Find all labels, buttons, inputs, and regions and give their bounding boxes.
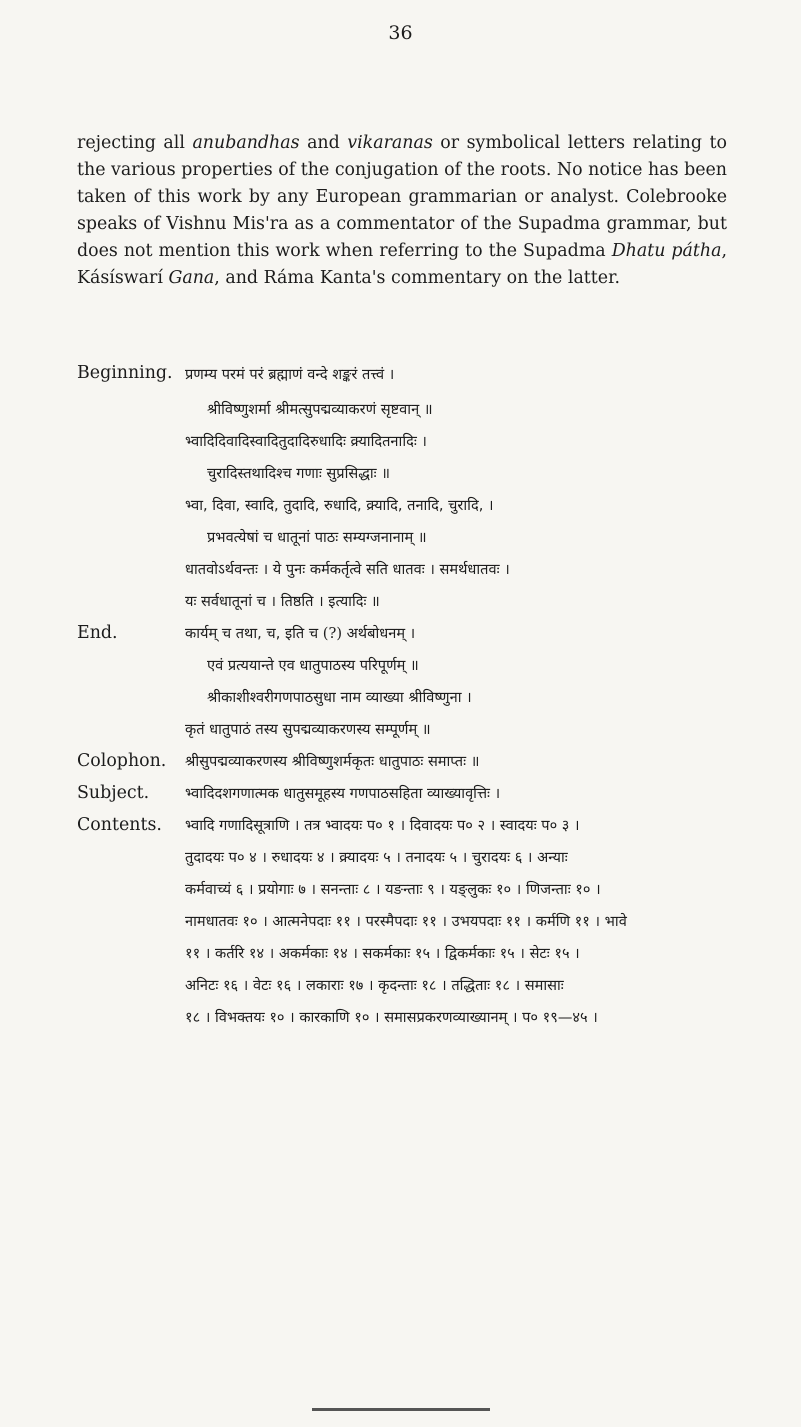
para-text-4: , Kásíswarí (77, 241, 727, 288)
beginning-line: यः सर्वधातूनां च । तिष्ठति । इत्यादिः ॥ (185, 593, 380, 610)
colophon-text: श्रीसुपद्मव्याकरणस्य श्रीविष्णुशर्मकृतः धातुपाठः समाप्तः ॥ (185, 753, 480, 770)
beginning-label: Beginning. (77, 363, 173, 383)
beginning-line: धातवोऽर्थवन्तः । ये पुनः कर्मकर्तृत्वे सति धातवः । समर्थधातवः । (185, 561, 510, 578)
page-number: 36 (388, 22, 413, 44)
end-line: श्रीकाशीश्वरीगणपाठसुधा नाम व्याख्या श्रीविष्णुना । (207, 689, 472, 706)
contents-label: Contents. (77, 815, 162, 835)
intro-paragraph (77, 130, 727, 292)
beginning-line-row (77, 491, 737, 523)
contents-line: भ्वादि गणादिसूत्राणि । तत्र भ्वादयः प० १ । दिवादयः प० २ । स्वादयः प० ३ । (185, 817, 580, 834)
end-row (77, 619, 737, 651)
end-line: एवं प्रत्ययान्ते एव धातुपाठस्य परिपूर्णम् ॥ (207, 657, 419, 674)
beginning-line: भ्वा, दिवा, स्वादि, तुदादि, रुधादि, क्र्यादि, तनादि, चुरादि, । (185, 497, 494, 514)
beginning-row (77, 363, 737, 395)
contents-line-row (77, 875, 737, 907)
end-line-row (77, 715, 737, 747)
contents-line: ११ । कर्तरि १४ । अकर्मकाः १४ । सकर्मकाः १५ । द्विकर्मकाः १५ । सेटः १५ । (185, 945, 580, 962)
contents-line: नामधातवः १० । आत्मनेपदाः ११ । परस्मैपदाः ११ । उभयपदाः ११ । कर्मणि ११ । भावे (185, 913, 627, 930)
end-text-b: अर्थबोधनम् । (346, 625, 416, 642)
beginning-line-row (77, 395, 737, 427)
beginning-line-row (77, 427, 737, 459)
term-gana: Gana (168, 268, 215, 288)
beginning-line: प्रभवत्येषां च धातूनां पाठः सम्यग्जनानाम् ॥ (207, 529, 427, 546)
bottom-rule (312, 1408, 490, 1411)
contents-line-row (77, 971, 737, 1003)
end-uncertain-marker: (?) (322, 625, 343, 642)
end-line: कृतं धातुपाठं तस्य सुपद्मव्याकरणस्य सम्पूर्णम् ॥ (185, 721, 431, 738)
contents-line: १८ । विभक्तयः १० । कारकाणि १० । समासप्रकरणव्याख्यानम् । प० १९—४५ । (185, 1009, 598, 1026)
term-dhatu-patha: Dhatu pátha (611, 241, 722, 261)
beginning-line: प्रणम्य परमं परं ब्रह्माणं वन्दे शङ्करं तत्त्वं । (185, 366, 395, 383)
para-text-3: or symbolical letters relating to the various properties of the conjugation of the roots. No notice has been taken of this work by any European grammarian or analyst. Colebrooke speaks of Vishnu Mis'ra as a commentator of the Supadma grammar, but does not mention this work when referring to the Supadma (77, 133, 727, 261)
end-line (185, 623, 730, 643)
contents-line-row (77, 907, 737, 939)
contents-line-row (77, 939, 737, 971)
colophon-row (77, 747, 737, 779)
colophon-label: Colophon. (77, 751, 167, 771)
contents-line-row (77, 1003, 737, 1035)
beginning-line-row (77, 555, 737, 587)
subject-text: भ्वादिदशगणात्मक धातुसमूहस्य गणपाठसहिता व्याख्यावृत्तिः । (185, 785, 501, 802)
beginning-line-row (77, 523, 737, 555)
contents-row (77, 811, 737, 843)
end-text-a: कार्यम् च तथा, च, इति च (185, 625, 319, 642)
beginning-line-row (77, 459, 737, 491)
manuscript-entry (77, 363, 737, 1035)
beginning-line: भ्वादिदिवादिस्वादितुदादिरुधादिः क्र्यादितनादिः । (185, 433, 427, 450)
end-line-row (77, 651, 737, 683)
end-line-row (77, 683, 737, 715)
para-text-1: rejecting all (77, 133, 193, 153)
end-label: End. (77, 623, 118, 643)
para-text-5: , and Ráma Kanta's commentary on the latter. (214, 268, 621, 288)
para-text-2: and (299, 133, 348, 153)
contents-line: अनिटः १६ । वेटः १६ । लकाराः १७ । कृदन्ताः १८ । तद्धिताः १८ । समासाः (185, 977, 564, 994)
contents-line-row (77, 843, 737, 875)
subject-row (77, 779, 737, 811)
term-vikaranas: vikaranas (347, 133, 433, 153)
subject-label: Subject. (77, 783, 150, 803)
term-anubandhas: anubandhas (192, 133, 300, 153)
beginning-line: श्रीविष्णुशर्मा श्रीमत्सुपद्मव्याकरणं सृष्टवान् ॥ (207, 401, 433, 418)
contents-line: कर्मवाच्यं ६ । प्रयोगाः ७ । सनन्ताः ८ । यङन्ताः ९ । यङ्लुकः १० । णिजन्ताः १० । (185, 881, 601, 898)
contents-line: तुदादयः प० ४ । रुधादयः ४ । क्र्यादयः ५ । तनादयः ५ । चुरादयः ६ । अन्याः (185, 849, 568, 866)
beginning-line-row (77, 587, 737, 619)
beginning-line: चुरादिस्तथादिश्च गणाः सुप्रसिद्धाः ॥ (207, 465, 391, 482)
